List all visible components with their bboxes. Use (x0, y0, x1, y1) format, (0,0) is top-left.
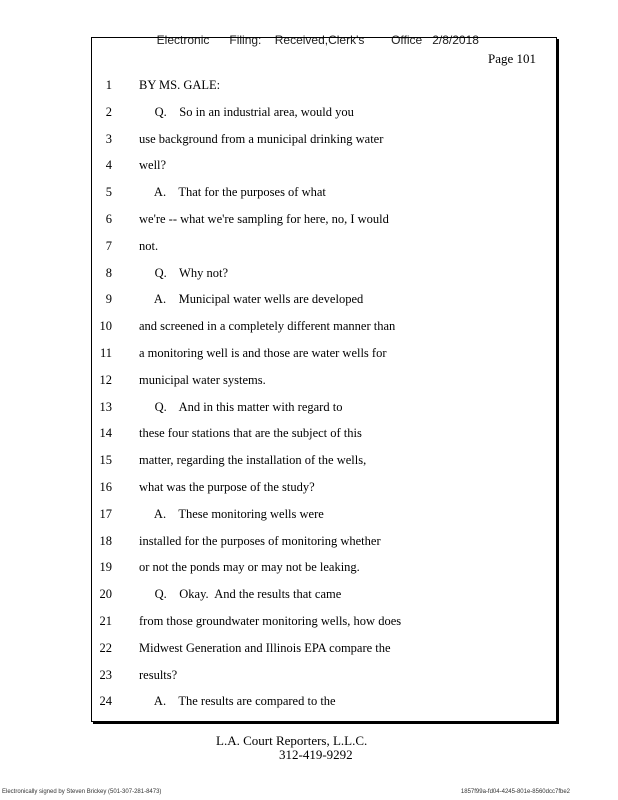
transcript-line (92, 99, 556, 126)
line-text: what was the purpose of the study? (139, 479, 315, 494)
line-text: Q. Why not? (139, 265, 228, 280)
line-text: A. These monitoring wells were (139, 506, 324, 521)
header-date: 2/8/2018 (432, 33, 479, 47)
line-number: 21 (99, 613, 112, 628)
footer-phone: 312-419-9292 (279, 747, 353, 762)
line-text: or not the ponds may or may not be leaking. (139, 560, 360, 575)
transcript-line (92, 662, 556, 689)
header-received: Received,Clerk's (274, 33, 365, 47)
line-text: results? (139, 667, 178, 682)
page-number: Page 101 (487, 51, 536, 66)
transcript-line (92, 608, 556, 635)
line-text: Q. So in an industrial area, would you (139, 104, 354, 119)
line-number: 23 (99, 667, 112, 682)
transcript-lines (92, 72, 556, 715)
transcript-line (92, 72, 556, 99)
transcript-line (92, 152, 556, 179)
transcript-line (92, 313, 556, 340)
transcript-line (92, 528, 556, 555)
transcript-line (92, 420, 556, 447)
line-number: 5 (105, 185, 112, 200)
line-text: and screened in a completely different manner than (139, 319, 396, 334)
transcript-line (92, 501, 556, 528)
transcript-line (92, 554, 556, 581)
line-number: 22 (99, 640, 112, 655)
transcript-line (92, 474, 556, 501)
line-number: 24 (99, 694, 112, 709)
line-text: Q. And in this matter with regard to (139, 399, 343, 414)
line-number: 7 (105, 238, 112, 253)
line-text: a monitoring well is and those are water wells for (139, 345, 387, 360)
line-number: 9 (105, 292, 112, 307)
transcript-line (92, 581, 556, 608)
transcript-line (92, 179, 556, 206)
line-text: A. The results are compared to the (139, 694, 336, 709)
line-text: Midwest Generation and Illinois EPA compare the (139, 640, 391, 655)
line-text: A. That for the purposes of what (139, 185, 326, 200)
line-number: 12 (99, 372, 112, 387)
line-text: installed for the purposes of monitoring whether (139, 533, 381, 548)
transcript-line (92, 286, 556, 313)
transcript-line (92, 260, 556, 287)
line-number: 14 (99, 426, 112, 441)
transcript-line (92, 394, 556, 421)
line-text: not. (139, 238, 159, 253)
line-number: 20 (99, 587, 112, 602)
line-number: 4 (105, 158, 112, 173)
footer-company: L.A. Court Reporters, L.L.C. (216, 733, 368, 748)
line-text: municipal water systems. (139, 372, 266, 387)
line-number: 19 (99, 560, 112, 575)
line-number: 16 (99, 479, 112, 494)
line-number: 8 (105, 265, 112, 280)
transcript-page (91, 37, 557, 722)
document-hash: 1857f99a-fd04-4245-801e-8560dcc7fbe2 (460, 789, 570, 795)
line-text: use background from a municipal drinking water (139, 131, 384, 146)
line-number: 1 (105, 78, 112, 92)
line-text: these four stations that are the subject of this (139, 426, 362, 441)
transcript-line (92, 126, 556, 153)
line-number: 3 (105, 131, 112, 146)
transcript-line (92, 206, 556, 233)
line-text: Q. Okay. And the results that came (139, 587, 342, 602)
line-number: 10 (99, 319, 112, 334)
transcript-line (92, 635, 556, 662)
transcript-line (92, 340, 556, 367)
header-electronic: Electronic (156, 33, 210, 47)
line-number: 18 (99, 533, 112, 548)
transcript-line (92, 447, 556, 474)
line-number: 2 (105, 104, 112, 119)
line-text: matter, regarding the installation of the wells, (139, 453, 367, 468)
line-number: 11 (99, 345, 112, 360)
line-number: 15 (99, 453, 112, 468)
transcript-line (92, 367, 556, 394)
line-number: 13 (99, 399, 112, 414)
line-number: 6 (105, 211, 112, 226)
header-filing: Filing: (229, 33, 262, 47)
line-text: from those groundwater monitoring wells, how does (139, 613, 402, 628)
transcript-line (92, 233, 556, 260)
line-text: well? (139, 158, 167, 173)
transcript-line (92, 688, 556, 715)
header-office: Office (391, 33, 423, 47)
line-text: we're -- what we're sampling for here, no, I would (139, 211, 389, 226)
line-text: A. Municipal water wells are developed (139, 292, 364, 307)
line-text: BY MS. GALE: (139, 78, 221, 92)
electronic-signature: Electronically signed by Steven Brickey (501-307-281-8473) (2, 789, 162, 795)
line-number: 17 (99, 506, 112, 521)
